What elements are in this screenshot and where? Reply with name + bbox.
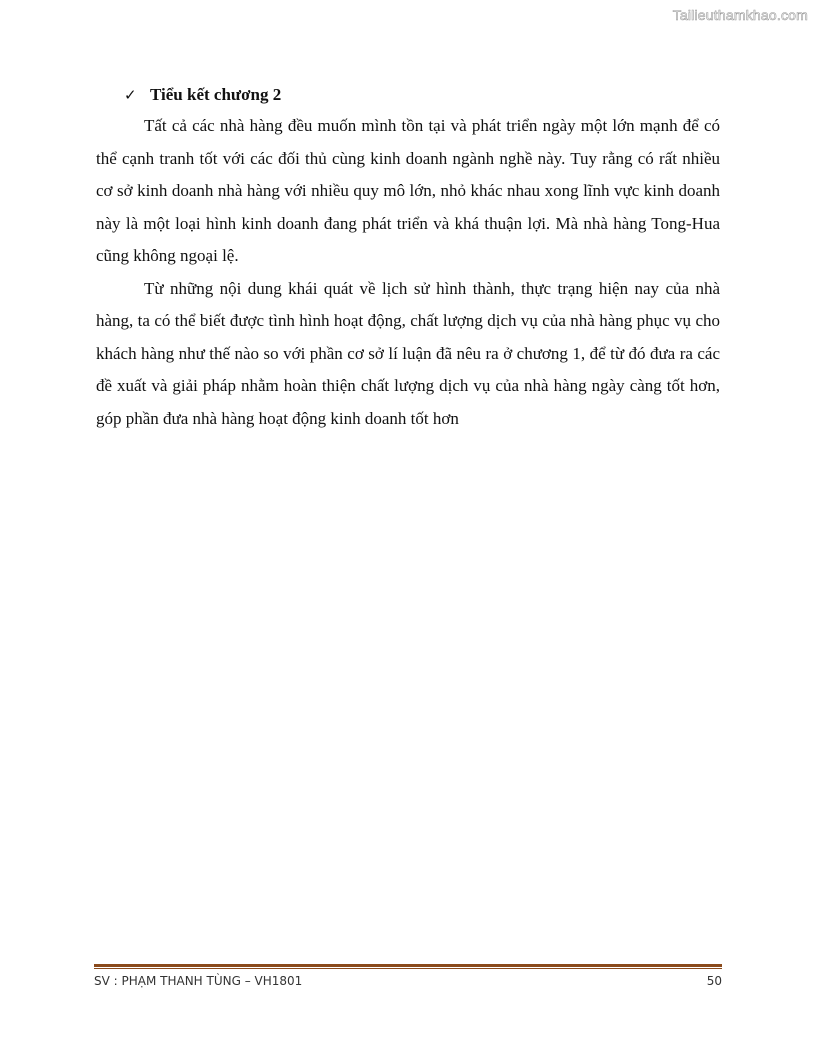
section-heading — [124, 80, 720, 110]
page-number: 50 — [706, 974, 722, 988]
page-footer — [94, 974, 722, 988]
page-content — [96, 80, 720, 435]
checkmark-icon: ✓ — [124, 85, 137, 104]
paragraph-1: Tất cả các nhà hàng đều muốn mình tồn tại và phát triển ngày một lớn mạnh để có thể cạnh tranh tốt với các đối thủ cùng kinh doanh ngành nghề này. Tuy rằng có rất nhiều cơ sở kinh doanh nhà hàng với nhiều quy mô lớn, nhỏ khác nhau xong lĩnh vực kinh doanh này là một loại hình kinh doanh đang phát triển và khá thuận lợi. Mà nhà hàng Tong-Hua cũng không ngoại lệ. — [96, 116, 720, 265]
footer-author: SV : PHẠM THANH TÙNG – VH1801 — [94, 974, 303, 988]
watermark: Tailieuthamkhao.com — [672, 7, 808, 23]
footer-divider — [94, 964, 722, 969]
section-heading-text: Tiểu kết chương 2 — [150, 84, 282, 104]
paragraph-2: Từ những nội dung khái quát về lịch sử hình thành, thực trạng hiện nay của nhà hàng, ta có thể biết được tình hình hoạt động, chất lượng dịch vụ của nhà hàng phục vụ cho khách hàng như thế nào so với phần cơ sở lí luận đã nêu ra ở chương 1, để từ đó đưa ra các đề xuất và giải pháp nhằm hoàn thiện chất lượng dịch vụ của nhà hàng ngày càng tốt hơn, góp phần đưa nhà hàng hoạt động kinh doanh tốt hơn — [96, 278, 720, 428]
